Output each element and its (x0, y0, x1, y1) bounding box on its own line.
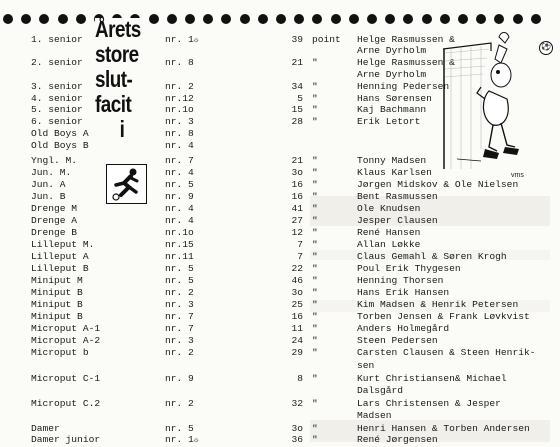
players-names: Henning Pedersen (357, 81, 450, 92)
placement: nr. 4 (165, 167, 194, 178)
points-unit: " (312, 57, 318, 68)
dot-icon (3, 14, 13, 24)
dot-icon (39, 14, 49, 24)
team-name: 6. senior (31, 116, 83, 127)
placement: nr. 7 (165, 311, 194, 322)
team-name: Lilleput A (31, 251, 89, 262)
points-unit: " (312, 179, 318, 190)
team-name: Miniput M (31, 275, 83, 286)
players-names: sen (357, 360, 375, 371)
dot-icon (476, 14, 486, 24)
dot-icon (58, 14, 68, 24)
points-value: 3o (291, 287, 303, 298)
team-name: Drenge M (31, 203, 78, 214)
dot-icon (531, 14, 541, 24)
team-name: Microput C.2 (31, 398, 101, 409)
players-names: Jesper Clausen (357, 215, 438, 226)
dot-icon (440, 14, 450, 24)
placement (165, 434, 199, 446)
dot-icon (276, 14, 286, 24)
points-unit: point (312, 34, 341, 45)
team-name: Yngl. M. (31, 155, 78, 166)
team-name: Damer junior (31, 434, 101, 445)
headline-line: facit (95, 91, 132, 117)
points-unit: " (312, 263, 318, 274)
points-unit: " (312, 215, 318, 226)
dot-icon (331, 14, 341, 24)
team-name: 2. senior (31, 57, 83, 68)
points-value: 16 (291, 191, 303, 202)
placement: nr. 3 (165, 335, 194, 346)
points-value: 5 (297, 93, 303, 104)
players-names: Henning Thorsen (357, 275, 444, 286)
placement: nr. 7 (165, 323, 194, 334)
players-names: Kaj Bachmann (357, 104, 427, 115)
placement-text: nr. 1 (165, 34, 194, 45)
points-value: 7 (297, 239, 303, 250)
points-value: 25 (291, 299, 303, 310)
players-names: Kim Madsen & Henrik Petersen (357, 299, 519, 310)
points-value: 21 (291, 155, 303, 166)
points-unit: " (312, 104, 318, 115)
football-icon: ⚽ (539, 41, 553, 55)
points-unit: " (312, 167, 318, 178)
points-value: 46 (291, 275, 303, 286)
players-names: Dalsgård (357, 385, 404, 396)
players-names: Arne Dyrholm (357, 69, 427, 80)
placement: nr. 8 (165, 57, 194, 68)
points-value: 36 (291, 434, 303, 445)
dot-border (0, 14, 560, 28)
team-name: 1. senior (31, 34, 83, 45)
points-value: 22 (291, 263, 303, 274)
placement: nr.15 (165, 239, 194, 250)
points-value: 32 (291, 398, 303, 409)
players-names: Erik Letort (357, 116, 421, 127)
points-value: 39 (291, 34, 303, 45)
players-names: Arne Dyrholm (357, 45, 427, 56)
placement: nr. 9 (165, 191, 194, 202)
placement: nr. 5 (165, 423, 194, 434)
dot-icon (513, 14, 523, 24)
points-unit: " (312, 239, 318, 250)
placement: nr. 5 (165, 263, 194, 274)
players-names: Hans Sørensen (357, 93, 432, 104)
placement: nr.1o (165, 227, 194, 238)
headline (95, 18, 147, 143)
team-name: Miniput B (31, 311, 83, 322)
players-names: Poul Erik Thygesen (357, 263, 461, 274)
dot-icon (367, 14, 377, 24)
points-value: 34 (291, 81, 303, 92)
dot-icon (167, 14, 177, 24)
dot-icon (258, 14, 268, 24)
points-unit: " (312, 93, 318, 104)
team-name: Damer (31, 423, 60, 434)
players-names: René Hansen (357, 227, 421, 238)
team-name: Miniput B (31, 287, 83, 298)
placement (165, 34, 199, 46)
points-unit: " (312, 299, 318, 310)
players-names: Jørgen Midskov & Ole Nielsen (357, 179, 519, 190)
points-value: 27 (291, 215, 303, 226)
placement: nr. 2 (165, 81, 194, 92)
headline-line: slut- (95, 66, 133, 92)
players-names: Carsten Clausen & Steen Henrik- (357, 347, 536, 358)
team-name: 3. senior (31, 81, 83, 92)
players-names: Kurt Christiansen& Michael (357, 373, 507, 384)
points-unit: " (312, 311, 318, 322)
placement: nr. 8 (165, 128, 194, 139)
dot-icon (203, 14, 213, 24)
team-name: Jun. A (31, 179, 66, 190)
points-value: 7 (297, 251, 303, 262)
footballer-icon (106, 164, 147, 204)
points-value: 28 (291, 116, 303, 127)
players-names: Madsen (357, 410, 392, 421)
points-value: 3o (291, 423, 303, 434)
placement: nr. 5 (165, 275, 194, 286)
team-name: Microput b (31, 347, 89, 358)
players-names: Bent Rasmussen (357, 191, 438, 202)
points-value: 24 (291, 335, 303, 346)
players-names: Claus Gemahl & Søren Krogh (357, 251, 507, 262)
dot-icon (21, 14, 31, 24)
placement: nr. 7 (165, 155, 194, 166)
team-name: Microput A-1 (31, 323, 101, 334)
sun-star-icon: ☼ (193, 36, 199, 45)
placement: nr. 4 (165, 215, 194, 226)
players-names: René Jørgensen (357, 434, 438, 445)
dot-icon (294, 14, 304, 24)
points-unit: " (312, 347, 318, 358)
points-unit: " (312, 398, 318, 409)
placement: nr. 3 (165, 116, 194, 127)
points-value: 29 (291, 347, 303, 358)
points-unit: " (312, 323, 318, 334)
points-value: 21 (291, 57, 303, 68)
points-unit: " (312, 81, 318, 92)
goalkeeper-cartoon (441, 29, 525, 175)
points-unit: " (312, 227, 318, 238)
team-name: 4. senior (31, 93, 83, 104)
players-names: Anders Holmegård (357, 323, 450, 334)
dot-icon (149, 14, 159, 24)
players-names: Helge Rasmussen & (357, 57, 455, 68)
placement: nr. 2 (165, 287, 194, 298)
points-unit: " (312, 423, 318, 434)
players-names: Ole Knudsen (357, 203, 421, 214)
points-unit: " (312, 155, 318, 166)
team-name: Drenge B (31, 227, 78, 238)
team-name: Miniput B (31, 299, 83, 310)
points-unit: " (312, 335, 318, 346)
points-value: 41 (291, 203, 303, 214)
dot-icon (76, 14, 86, 24)
placement: nr. 5 (165, 179, 194, 190)
points-unit: " (312, 191, 318, 202)
placement-text: nr. 1 (165, 434, 194, 445)
points-value: 11 (291, 323, 303, 334)
placement: nr.1o (165, 104, 194, 115)
points-unit: " (312, 287, 318, 298)
points-unit: " (312, 203, 318, 214)
players-names: Allan Løkke (357, 239, 421, 250)
team-name: Old Boys B (31, 140, 89, 151)
placement: nr. 2 (165, 398, 194, 409)
points-value: 8 (297, 373, 303, 384)
dot-icon (422, 14, 432, 24)
points-value: 3o (291, 167, 303, 178)
team-name: Jun. B (31, 191, 66, 202)
placement: nr.11 (165, 251, 194, 262)
cartoon-signature: vms (511, 172, 524, 179)
players-names: Lars Christensen & Jesper (357, 398, 501, 409)
dot-icon (458, 14, 468, 24)
dot-icon (385, 14, 395, 24)
team-name: Old Boys A (31, 128, 89, 139)
headline-line: Årets (95, 16, 141, 42)
dot-icon (349, 14, 359, 24)
points-value: 16 (291, 179, 303, 190)
dot-icon (185, 14, 195, 24)
points-value: 16 (291, 311, 303, 322)
points-unit: " (312, 251, 318, 262)
points-value: 15 (291, 104, 303, 115)
team-name: Lilleput M. (31, 239, 95, 250)
placement: nr. 3 (165, 299, 194, 310)
players-names: Hans Erik Hansen (357, 287, 450, 298)
players-names: Steen Pedersen (357, 335, 438, 346)
dot-icon (240, 14, 250, 24)
headline-line: store (95, 41, 139, 67)
placement: nr. 9 (165, 373, 194, 384)
placement: nr. 4 (165, 203, 194, 214)
team-name: Lilleput B (31, 263, 89, 274)
team-name: Drenge A (31, 215, 78, 226)
placement: nr. 4 (165, 140, 194, 151)
sun-star-icon: ☼ (193, 436, 199, 445)
points-unit: " (312, 116, 318, 127)
players-names: Henri Hansen & Torben Andersen (357, 423, 530, 434)
dot-icon (494, 14, 504, 24)
players-names: Helge Rasmussen & (357, 34, 455, 45)
team-name: Microput A-2 (31, 335, 101, 346)
team-name: Microput C-1 (31, 373, 101, 384)
players-names: Tonny Madsen (357, 155, 427, 166)
team-name: 5. senior (31, 104, 83, 115)
placement: nr. 2 (165, 347, 194, 358)
points-unit: " (312, 434, 318, 445)
players-names: Torben Jensen & Frank Løvkvist (357, 311, 530, 322)
points-unit: " (312, 373, 318, 384)
dot-icon (403, 14, 413, 24)
team-name: Jun. M. (31, 167, 72, 178)
headline-line: i (119, 116, 125, 142)
points-unit: " (312, 275, 318, 286)
points-value: 12 (291, 227, 303, 238)
placement: nr.12 (165, 93, 194, 104)
dot-icon (312, 14, 322, 24)
players-names: Klaus Karlsen (357, 167, 432, 178)
dot-icon (221, 14, 231, 24)
